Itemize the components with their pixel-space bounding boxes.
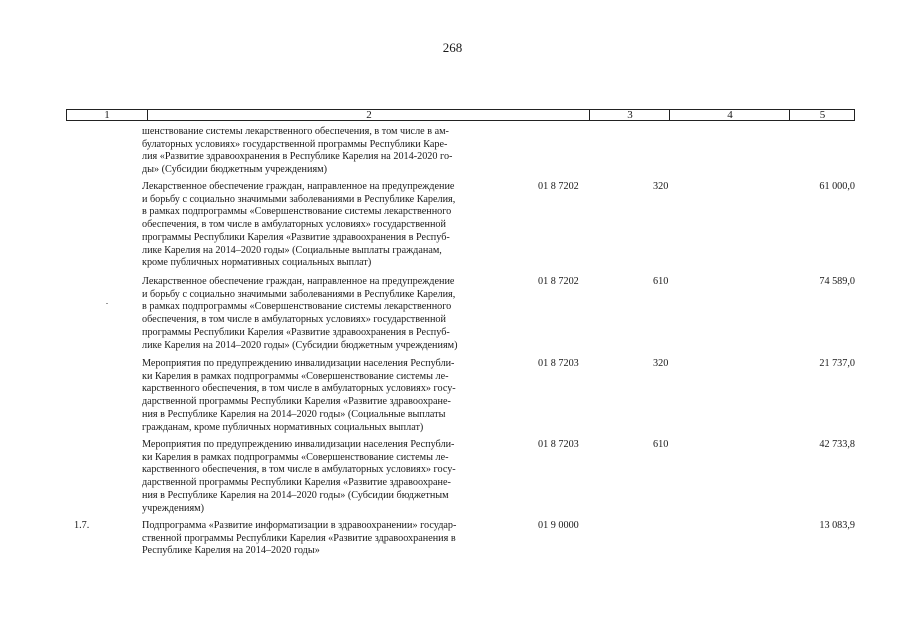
page-number: 268 — [442, 40, 463, 55]
row-code: 01 9 0000 — [538, 520, 579, 531]
row-amount: 42 733,8 — [819, 439, 855, 450]
row-description: Мероприятия по предупреждению инвалидизации населения Республи- ки Карелия в рамках подпрограммы «Совершенствование системы ле- карственного обеспечения, в том числе в амбулаторных условиях» госу- дарственной программы Республики Карелия «Развитие здравоохране- ния в Республике Карелия на 2014–2020 годы» (Социальные выплаты гражданам, кроме публичных нормативных социальных выплат) — [142, 358, 456, 433]
scan-speck — [106, 303, 108, 304]
header-col-3: 3 — [589, 110, 670, 120]
row-code: 01 8 7202 — [538, 181, 579, 192]
row-code: 01 8 7202 — [538, 276, 579, 287]
row-type: 610 — [653, 276, 669, 287]
table-header — [66, 109, 855, 121]
row-description: Мероприятия по предупреждению инвалидизации населения Республи- ки Карелия в рамках подпрограммы «Совершенствование системы ле- карственного обеспечения, в том числе в амбулаторных условиях» госу- дарственной программы Республики Карелия «Развитие здравоохране- ния в Республике Карелия на 2014–2020 годы» (Субсидии бюджетным учреждениям) — [142, 439, 456, 514]
header-col-2: 2 — [147, 110, 590, 120]
row-amount: 13 083,9 — [819, 520, 855, 531]
row-amount: 74 589,0 — [819, 276, 855, 287]
header-col-1: 1 — [104, 109, 110, 121]
row-code: 01 8 7203 — [538, 358, 579, 369]
row-number: 1.7. — [74, 520, 90, 531]
row-amount: 21 737,0 — [819, 358, 855, 369]
row-type: 320 — [653, 358, 669, 369]
header-col-4: 4 — [669, 110, 790, 120]
row-type: 320 — [653, 181, 669, 192]
row-description: Подпрограмма «Развитие информатизации в здравоохранении» государ- ственной программы Республики Карелия «Развитие здравоохранения в Республике Карелия на 2014–2020 годы» — [142, 520, 457, 557]
row-code: 01 8 7203 — [538, 439, 579, 450]
row-type: 610 — [653, 439, 669, 450]
row-description: шенствование системы лекарственного обеспечения, в том числе в ам- булаторных условиях» государственной программы Республики Каре- лия «Развитие здравоохранения в Республике Карелия на 2014-2020 го- ды» (Субсидии бюджетным учреждениям) — [142, 126, 453, 176]
row-description: Лекарственное обеспечение граждан, направленное на предупреждение и борьбу с социально значимыми заболеваниями в Республике Карелия, в рамках подпрограммы «Совершенствование системы лекарственного обеспечения, в том числе в амбулаторных условиях» государственной программы Республики Карелия «Развитие здравоохранения в Респуб- лике Карелия на 2014–2020 годы» (Субсидии бюджетным учреждениям) — [142, 276, 458, 351]
row-description: Лекарственное обеспечение граждан, направленное на предупреждение и борьбу с социально значимыми заболеваниями в Республике Карелия, в рамках подпрограммы «Совершенствование системы лекарственного обеспечения, в том числе в амбулаторных условиях» государственной программы Республики Карелия «Развитие здравоохранения в Респуб- лике Карелия на 2014–2020 годы» (Социальные выплаты гражданам, кроме публичных нормативных социальных выплат) — [142, 181, 456, 269]
row-amount: 61 000,0 — [819, 181, 855, 192]
header-col-5: 5 — [789, 110, 855, 120]
